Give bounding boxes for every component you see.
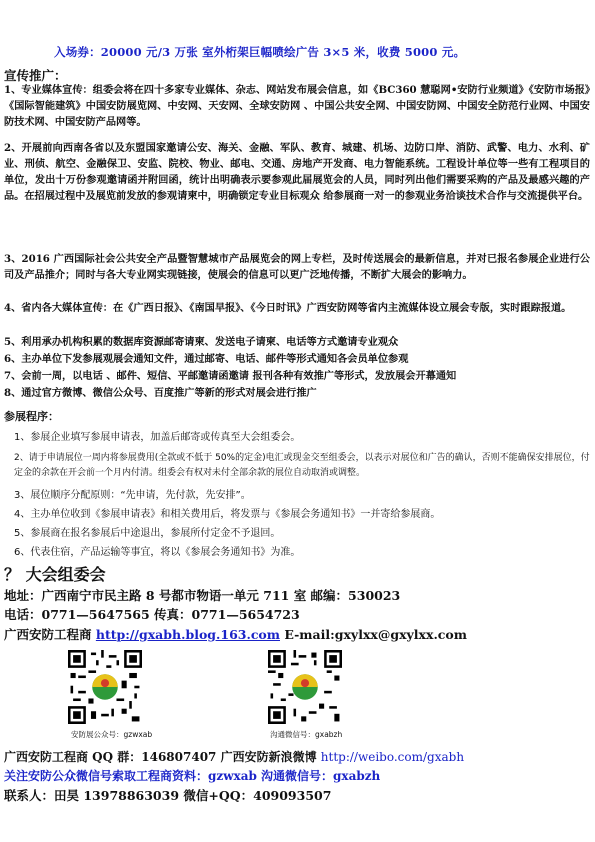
procedure-section-title: 参展程序： bbox=[4, 410, 59, 423]
promo-item-5: 5、利用承办机构积累的数据库资源邮寄请柬、发送电子请柬、电话等方式邀请专业观众 bbox=[4, 336, 399, 348]
procedure-item-5: 5、参展商在报名参展后中途退出，参展所付定金不予退回。 bbox=[14, 528, 281, 539]
promo-item-3: 3、2016 广西国际社会公共安全产品暨智慧城市产品展览会的网上专栏，及时传送展会的最新信息，并对已报名参展企业进行公司及产品推介；同时与各大专业网实现链接，使展会的信息可以更广泛地传播，不断扩大展会的影响力。 bbox=[4, 253, 590, 281]
blog-email-line bbox=[4, 625, 467, 643]
weibo-link[interactable]: http://weibo.com/gxabh bbox=[320, 750, 465, 764]
qr-caption-wechat: 沟通微信号：gxabzh bbox=[270, 730, 343, 739]
procedure-item-1: 1、参展企业填写参展申请表，加盖后邮寄或传真至大会组委会。 bbox=[14, 432, 301, 443]
promo-item-7: 7、会前一周，以电话 、邮件、短信、平邮邀请函邀请 报刊各种有效推广等形式，发放展会开幕通知 bbox=[4, 370, 457, 382]
address-line: 地址：广西南宁市民主路 8 号都市物语一单元 711 室 邮编：530023 bbox=[4, 588, 401, 603]
promo-section-title: 宣传推广： bbox=[4, 68, 67, 83]
qr-caption-public-account: 安防展公众号：gzwxab bbox=[71, 730, 153, 739]
blog-link[interactable]: http://gxabh.blog.163.com bbox=[95, 627, 280, 642]
procedure-item-3: 3、展位顺序分配原则：“先申请，先付款，先安排”。 bbox=[14, 490, 251, 501]
promo-item-4: 4、省内各大媒体宣传：在《广西日报》、《南国早报》、《今日时讯》广西安防网等省内主流媒体设立展会专版，实时跟踪报道。 bbox=[4, 302, 572, 314]
qq-group-text: 广西安防工程商 QQ 群：146807407 广西安防新浪微博 bbox=[4, 750, 321, 764]
promo-item-6: 6、主办单位下发参展观展会通知文件，通过邮寄、电话、邮件等形式通知各会员单位参观 bbox=[4, 353, 409, 365]
blog-label: 广西安防工程商 bbox=[4, 627, 96, 642]
promo-item-2: 2、开展前向西南各省以及东盟国家邀请公安、海关、金融、军队、教育、城建、机场、边防口岸、消防、武警、电力、水利、矿业、刑侦、航空、金融保卫、安监、院校、物业、邮电、交通、房地产开发商、电力智能系统。工程设计单位等一些有工程项目的单位，发出十万份参观邀请函并附回函，统计出明确表示要参观此届展览会的人员，同时列出他们需要采购的产品及最感兴趣的产品。在招展过程中及展览前发放的参观请柬中，明确锁定专业目标观众 给参展商一对一的参观业务洽谈技术合作与交流提供平台。 bbox=[4, 142, 590, 202]
procedure-item-4: 4、主办单位收到《参展申请表》和相关费用后，将发票与《参展会务通知书》一并寄给参展商。 bbox=[14, 509, 441, 520]
procedure-item-6: 6、代表住宿，产品运输等事宜，将以《参展会务通知书》为准。 bbox=[14, 547, 301, 558]
phone-fax-line: 电话：0771—5647565 传真：0771—5654723 bbox=[4, 607, 300, 622]
qr-code-wechat bbox=[268, 650, 342, 724]
wechat-follow-line: 关注安防公众微信号索取工程商资料：gzwxab 沟通微信号：gxabzh bbox=[4, 769, 381, 783]
qq-weibo-line bbox=[4, 748, 464, 765]
promo-item-8: 8、通过官方微博、微信公众号、百度推广等新的形式对展会进行推广 bbox=[4, 387, 317, 399]
contact-person-line: 联系人：田昊 13978863039 微信+QQ：409093507 bbox=[4, 788, 332, 803]
email-text: E-mail:gxylxx@gxylxx.com bbox=[280, 627, 467, 642]
ticket-price-line: 入场券：20000 元/3 万张 室外桁架巨幅喷绘广告 3×5 米，收费 5000 元。 bbox=[54, 45, 466, 59]
organizing-committee-title: ？ 大会组委会 bbox=[4, 565, 106, 584]
qr-code-public-account bbox=[68, 650, 142, 724]
procedure-item-2: 2、请于申请展位一周内将参展费用(全款或不低于 50%的定金)电汇或现金交至组委会，以表示对展位和广告的确认，否则不能确保安排展位，付定金的余款在开会前一个月内付清。组委会有权对未付全部余款的展位自动取消或调整。 bbox=[14, 453, 590, 478]
promo-item-1: 1、专业媒体宣传：组委会将在四十多家专业媒体、杂志、网站发布展会信息，如《BC360 慧聪网•安防行业频道》《安防市场报》《国际智能建筑》中国安防展览网、中安网、天安网、全球安防网 、中国公共安全网、中国安防网、中国安全防范行业网、中国安防技术网、中国安防产品网等。 bbox=[4, 84, 590, 128]
